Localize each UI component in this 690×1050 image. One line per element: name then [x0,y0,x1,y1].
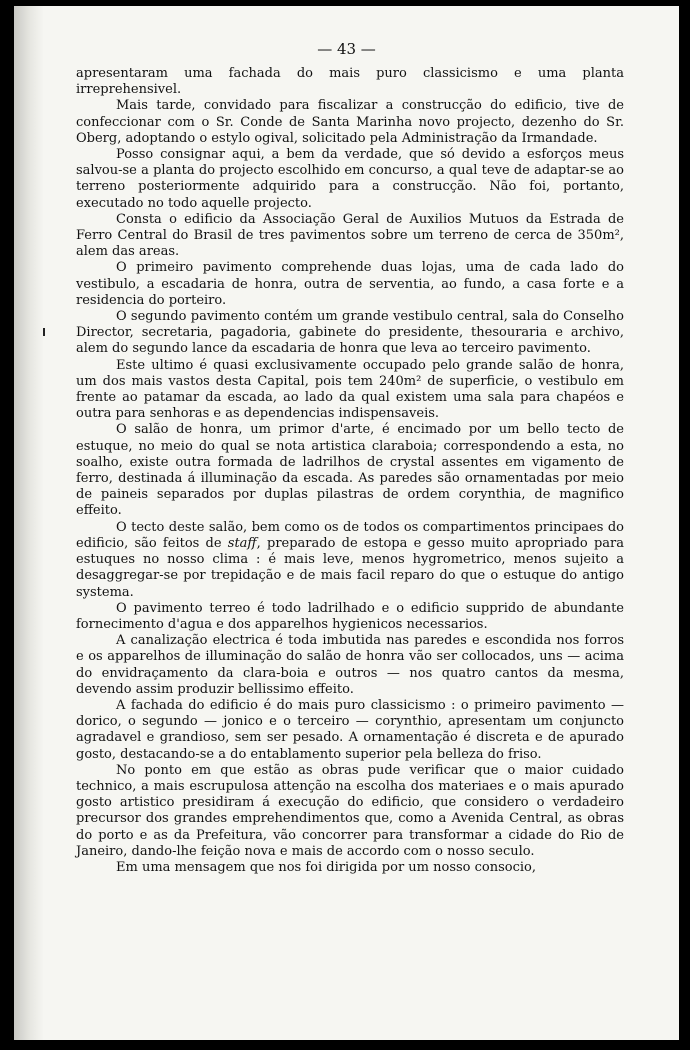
paragraph-4: Consta o edificio da Associação Geral de Auxilios Mutuos da Estrada de Ferro Central do Brasil de tres pavimentos sobre um terreno de cerca de 350m², alem das areas. [76,211,624,260]
paragraph-14: Em uma mensagem que nos foi dirigida por um nosso consocio, [116,859,537,875]
paragraph-12: A fachada do edificio é do mais puro classicismo : o primeiro pavimento — dorico, o segundo — jonico e o terceiro — corynthio, apresentam um conjuncto agradavel e grandioso, sem ser pesado. A ornamentação é discreta e de apurado gosto, destacando-se a do entablamento superior pela belleza do friso. [76,697,624,762]
paragraph-9: O tecto deste salão, bem como os de todos os compartimentos principaes do edificio, são feitos de staff, preparado de estopa e gesso muito apropriado para estuques no nosso clima : é mais leve, menos hygrometrico, menos sujeito a desaggregar-se por trepidação e de mais facil reparo do que o estuque do antigo systema. [76,519,624,600]
paragraph-5: O primeiro pavimento comprehende duas lojas, uma de cada lado do vestibulo, a escadaria de honra, outra de serventia, ao fundo, a casa forte e a residencia do porteiro. [76,260,624,308]
paragraph-7: Este ultimo é quasi exclusivamente occupado pelo grande salão de honra, um dos mais vastos desta Capital, pois tem 240m² de superficie, o vestibulo em frente ao patamar da escada, ao lado da qual existem uma sala para chapéos e outra para senhoras e as dependencias indispensaveis. [76,357,624,422]
paragraph-1: apresentaram uma fachada do mais puro classicismo e uma planta irreprehensivel. [76,66,624,98]
document-page [14,6,679,1040]
scanned-binding-edge [14,6,44,1040]
paragraph-3: Posso consignar aqui, a bem da verdade, que só devido a esforços meus salvou-se a planta do projecto escolhido em concurso, a qual teve de adaptar-se ao terreno posteriormente adquirido para a construcção. Não foi, portanto, executado no todo aquelle projecto. [76,147,624,211]
paragraph-10: O pavimento terreo é todo ladrilhado e o edificio supprido de abundante fornecimento d'agua e dos apparelhos hygienicos necessarios. [76,600,624,632]
paragraph-8: O salão de honra, um primor d'arte, é encimado por um bello tecto de estuque, no meio do qual se nota artistica claraboia; correspondendo a esta, no soalho, existe outra formada de ladrilhos de crystal assentes em vigamento de ferro, destinada á illuminação da escada. As paredes são ornamentadas por meio de paineis separados por duplas pilastras de ordem corynthia, de magnifico effeito. [76,422,624,519]
margin-mark [43,328,45,336]
body-text [76,66,624,876]
paragraph-2: Mais tarde, convidado para fiscalizar a construcção do edificio, tive de confeccionar com o Sr. Conde de Santa Marinha novo projecto, dezenho do Sr. Oberg, adoptando o estylo ogival, solicitado pela Administração da Irmandade. [76,98,624,146]
paragraph-6: O segundo pavimento contém um grande vestibulo central, sala do Conselho Director, secretaria, pagadoria, gabinete do presidente, thesouraria e archivo, alem do segundo lance da escadaria de honra que leva ao terceiro pavimento. [76,309,624,357]
paragraph-13: No ponto em que estão as obras pude verificar que o maior cuidado technico, a mais escrupulosa attenção na escolha dos materiaes e o mais apurado gosto artistico presidiram á execução do edificio, que considero o verdadeiro precursor dos grandes emprehendimentos que, como a Avenida Central, as obras do porto e as da Prefeitura, vão concorrer para transformar a cidade do Rio de Janeiro, dando-lhe feição nova e mais de accordo com o nosso seculo. [76,762,624,859]
page-number: — 43 — [317,40,376,58]
paragraph-11: A canalização electrica é toda imbutida nas paredes e escondida nos forros e os apparelhos de illuminação do salão de honra vão ser collocados, uns — acima do envidraçamento da clara-boia e outros — nos quatro cantos da mesma, devendo assim produzir bellissimo effeito. [76,633,624,697]
italic-term: staff [227,535,257,551]
